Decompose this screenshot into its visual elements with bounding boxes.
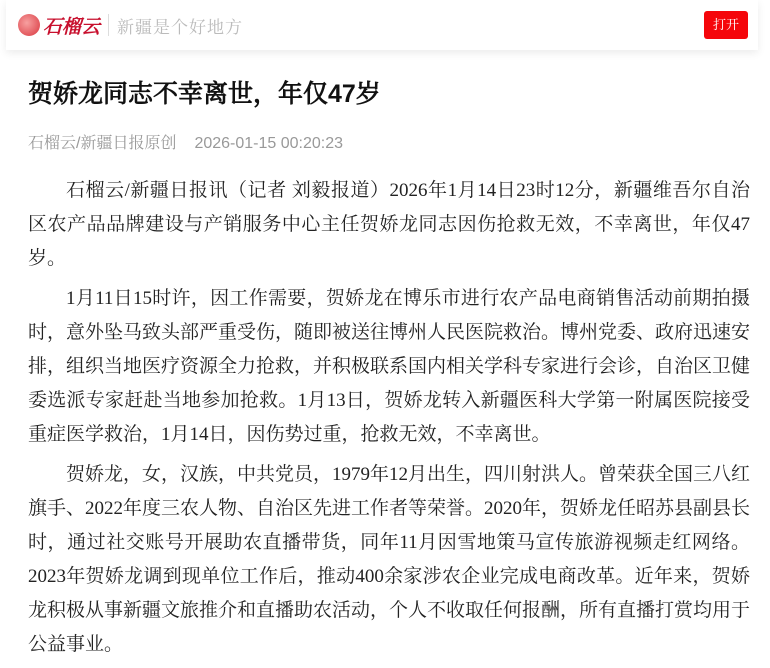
article-datetime: 2026-01-15 00:20:23: [194, 135, 344, 152]
open-app-button[interactable]: 打开: [704, 11, 748, 39]
top-bar: [6, 0, 758, 50]
slogan: 新疆是个好地方: [117, 17, 244, 37]
paragraph: 石榴云/新疆日报讯（记者 刘毅报道）2026年1月14日23时12分，新疆维吾尔自治区农产品品牌建设与产销服务中心主任贺娇龙同志因伤抢救无效，不幸离世，年仅47岁。: [28, 180, 750, 269]
paragraph: 贺娇龙，女，汉族，中共党员，1979年12月出生，四川射洪人。曾荣获全国三八红旗手、2022年度三农人物、自治区先进工作者等荣誉。2020年，贺娇龙任昭苏县副县长时，通过社交账号开展助农直播带货，同年11月因雪地策马宣传旅游视频走红网络。2023年贺娇龙调到现单位工作后，推动400余家涉农企业完成电商改革。近年来，贺娇龙积极从事新疆文旅推介和直播助农活动，个人不收取任何报酬，所有直播打赏均用于公益事业。: [28, 464, 751, 655]
article-body: [28, 174, 750, 668]
article-title: 贺娇龙同志不幸离世，年仅47岁: [28, 80, 381, 108]
paragraph: 1月11日15时许，因工作需要，贺娇龙在博乐市进行农产品电商销售活动前期拍摄时，意外坠马致头部严重受伤，随即被送往博州人民医院救治。博州党委、政府迅速安排，组织当地医疗资源全力抢救，并积极联系国内相关学科专家进行会诊，自治区卫健委选派专家赶赴当地参加抢救。1月13日，贺娇龙转入新疆医科大学第一附属医院接受重症医学救治，1月14日，因伤势过重，抢救无效，不幸离世。: [28, 288, 751, 445]
article-source: 石榴云/新疆日报原创: [28, 135, 177, 152]
article-meta: [28, 130, 343, 153]
logo[interactable]: [18, 12, 243, 38]
pomegranate-logo-icon: [18, 14, 40, 36]
logo-text: 石榴云: [43, 15, 101, 38]
divider: [108, 14, 109, 36]
